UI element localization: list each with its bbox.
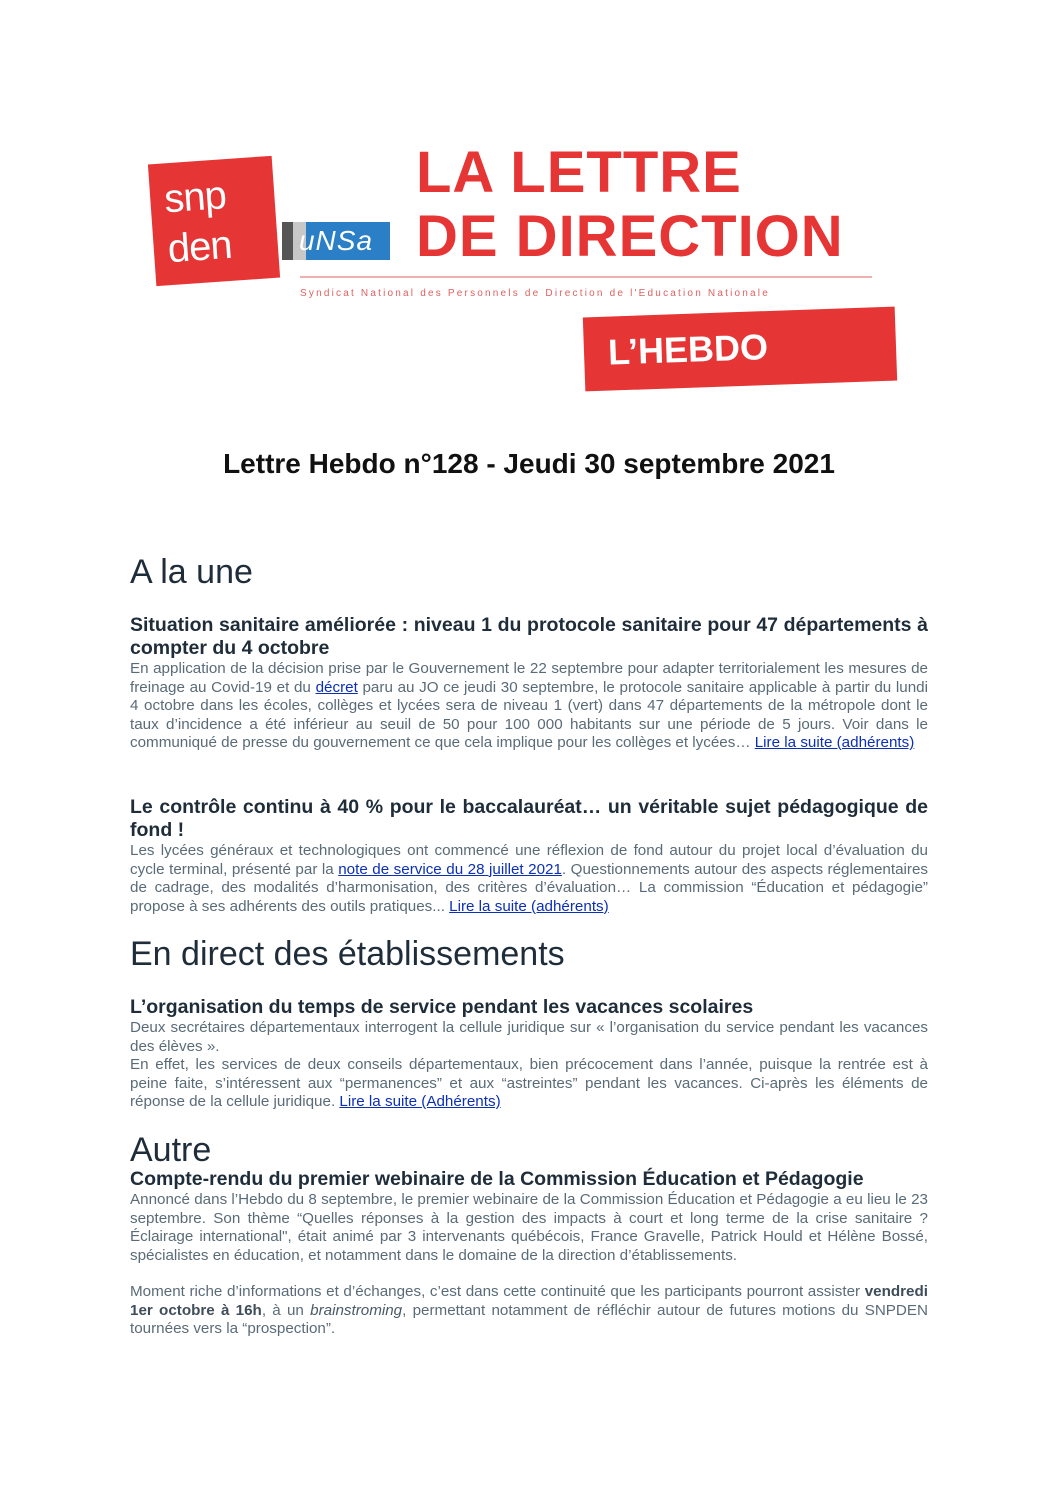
logo-snp-text: snp [162,173,228,222]
unsa-logo: uNSa [282,222,390,260]
article-body: Moment riche d’informations et d’échanges, c’est dans cette continuité que les participants pourront assister vendredi 1er octobre à 16h, à un brainstroming, permettant notamment de réfléchir autour de futures motions du SNPDEN tournées vers la “prospection”. [130,1283,928,1337]
article-body: Les lycées généraux et technologiques ont commencé une réflexion de fond autour du projet local d’évaluation du cycle terminal, présenté par la note de service du 28 juillet 2021. Questionnements autour des aspects réglementaires de cadrage, des modalités d’harmonisation, des critères d’évaluation… La commission “Éducation et pédagogie” propose à ses adhérents des outils pratiques... Lire la suite (adhérents) [130,842,929,915]
logo-den-text: den [166,222,233,272]
issue-title: Lettre Hebdo n°128 - Jeudi 30 septembre 2021 [223,448,835,479]
snpden-logo [148,156,280,286]
section-title-autre: Autre [130,1131,212,1169]
article-title: Situation sanitaire améliorée : niveau 1 du protocole sanitaire pour 47 départements à compter du 4 octobre [130,614,928,659]
section-title-une: A la une [130,553,253,591]
article-situation-sanitaire [130,614,928,753]
article-body-intro: Annoncé dans l’Hebdo du 8 septembre, le premier webinaire de la Commission Éducation et Pédagogie a eu lieu le 23 septembre. Son thème “Quelles réponses à la gestion des impacts à court et long terme de la crise sanitaire ? Éclairage international", était animé par 3 intervenants québécois, France Gravelle, Patrick Hould et Hélène Bossé, spécialistes en éducation, et notamment dans le domaine de la direction d’établissements. [130,1191,928,1264]
article-body: En application de la décision prise par le Gouvernement le 22 septembre pour adapter territorialement les mesures de freinage au Covid-19 et du décret paru au JO ce jeudi 30 septembre, le protocole sanitaire applicable à partir du lundi 4 octobre dans les écoles, collèges et lycées sera de niveau 1 (vert) dans 47 départements de la métropole dont le taux d’incidence a été inférieur au seuil de 50 pour 100 000 habitants sur une période de 5 jours. Voir dans le communiqué de presse du gouvernement ce que cela implique pour les collèges et lycées… Lire la suite (adhérents) [130,660,928,751]
paragraph-spacer [130,1265,928,1283]
article-body: En effet, les services de deux conseils départementaux, bien précocement dans l’année, puisque la rentrée est à peine faite, s’intéressent aux “permanences” et aux “astreintes” pendant les vacances. Ci-après les éléments de réponse de la cellule juridique. Lire la suite (Adhérents) [130,1056,928,1110]
event-date: vendredi 1er octobre à 16h [130,1283,928,1319]
article-title: Compte-rendu du premier webinaire de la Commission Éducation et Pédagogie [130,1168,864,1190]
masthead-title-line-2: DE DIRECTION [416,204,844,269]
article-title: Le contrôle continu à 40 % pour le baccalauréat… un véritable sujet pédagogique de fond ! [130,796,928,841]
article-webinaire [130,1168,928,1339]
article-body-intro: Deux secrétaires départementaux interrogent la cellule juridique sur « l’organisation du service pendant les vacances des élèves ». [130,1019,928,1055]
article-title: L’organisation du temps de service pendant les vacances scolaires [130,996,754,1018]
hebdo-badge-label: L’HEBDO [607,326,769,373]
read-more-link[interactable]: Lire la suite (adhérents) [449,897,609,915]
masthead-title-line-1: LA LETTRE [416,140,742,205]
note-de-service-link[interactable]: note de service du 28 juillet 2021 [338,860,562,878]
read-more-link[interactable]: Lire la suite (Adhérents) [339,1093,501,1110]
masthead-divider [300,276,872,278]
read-more-link[interactable]: Lire la suite (adhérents) [754,734,915,751]
masthead-subtitle: Syndicat National des Personnels de Direction de l'Education Nationale [300,288,770,299]
article-controle-continu [130,796,928,916]
article-temps-de-service [130,996,928,1112]
event-type: brainstroming [310,1301,403,1319]
decret-link[interactable]: décret [315,678,358,696]
hebdo-badge [583,307,897,392]
section-title-direct: En direct des établissements [130,935,565,973]
